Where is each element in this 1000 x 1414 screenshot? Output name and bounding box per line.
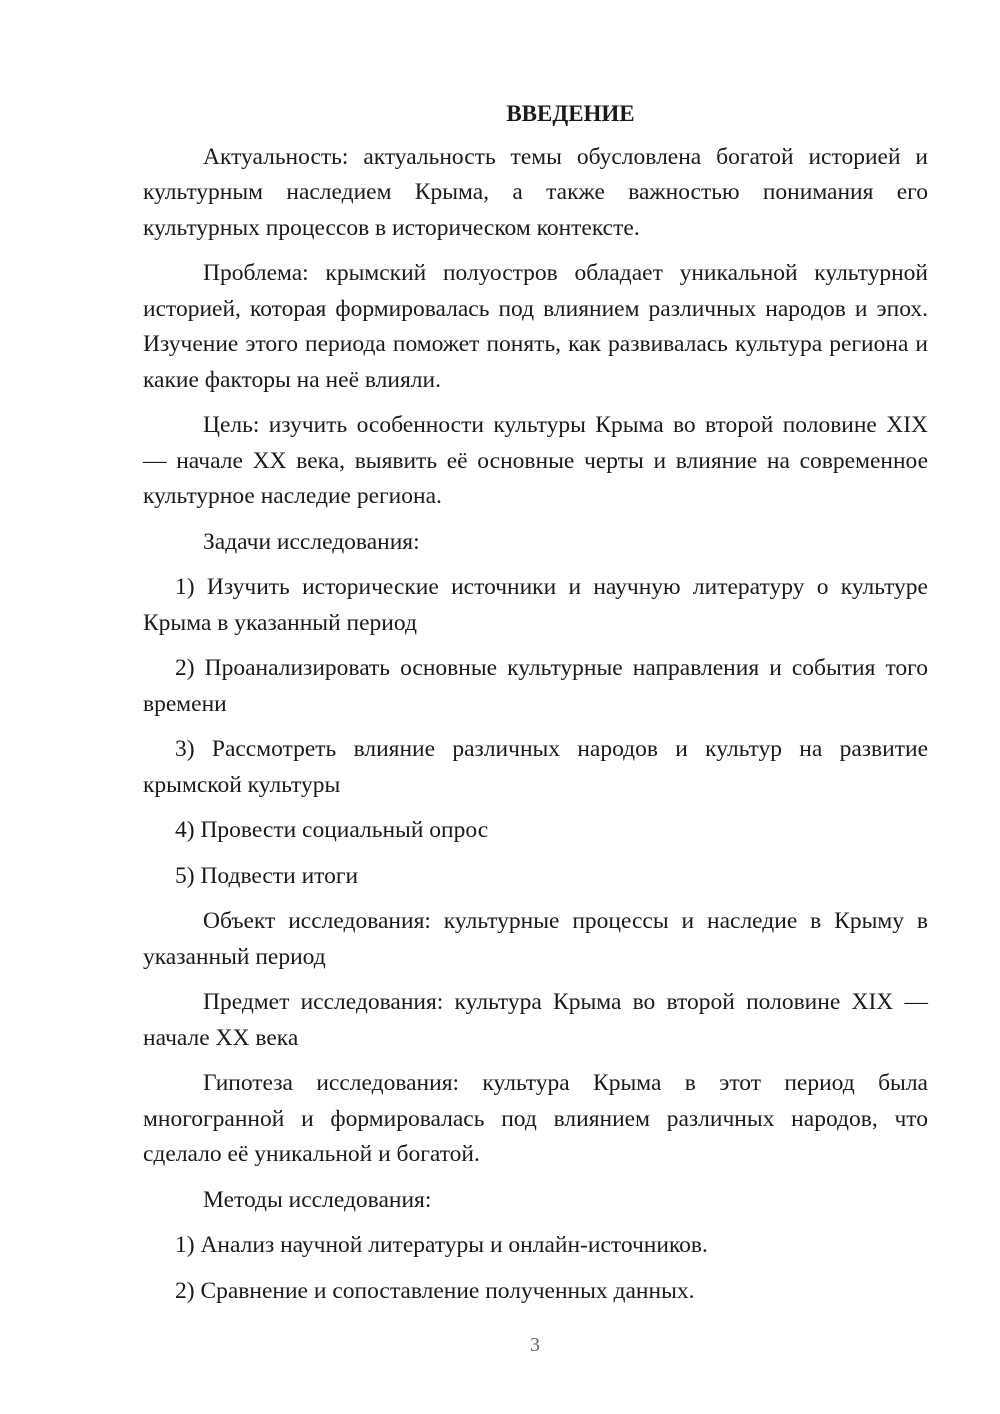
goal-paragraph: Цель: изучить особенности культуры Крыма во второй половине XIX — начале XX века, выявить её основные черты и влияние на современное культурное наследие региона. bbox=[143, 412, 928, 509]
task-item: 5) Подвести итоги bbox=[175, 862, 359, 889]
object-paragraph: Объект исследования: культурные процессы и наследие в Крыму в указанный период bbox=[143, 908, 928, 970]
method-item: 2) Сравнение и сопоставление полученных данных. bbox=[175, 1277, 695, 1304]
method-item: 1) Анализ научной литературы и онлайн-источников. bbox=[175, 1232, 708, 1258]
task-item: 1) Изучить исторические источники и научную литературу о культуре Крыма в указанный период bbox=[143, 574, 928, 636]
problem-paragraph: Проблема: крымский полуостров обладает уникальной культурной историей, которая формировалась под влиянием различных народов и эпох. Изучение этого периода поможет понять, как развивалась культура региона и какие факторы на неё влияли. bbox=[143, 260, 928, 393]
page-number: 3 bbox=[530, 1334, 540, 1356]
relevance-paragraph: Актуальность: актуальность темы обусловлена богатой историей и культурным наследием Крыма, а также важностью понимания его культурных процессов в историческом контексте. bbox=[143, 143, 928, 241]
section-title: ВВЕДЕНИЕ bbox=[506, 101, 635, 126]
task-item: 3) Рассмотреть влияние различных народов и культур на развитие крымской культуры bbox=[143, 736, 928, 798]
hypothesis-paragraph: Гипотеза исследования: культура Крыма в этот период была многогранной и формировалась под влиянием различных народов, что сделало её уникальной и богатой. bbox=[143, 1070, 928, 1167]
subject-paragraph: Предмет исследования: культура Крыма во второй половине XIX — начале XX века bbox=[143, 989, 928, 1051]
methods-heading: Методы исследования: bbox=[203, 1186, 432, 1213]
task-item: 4) Провести социальный опрос bbox=[175, 817, 489, 843]
tasks-heading: Задачи исследования: bbox=[203, 528, 420, 555]
task-item: 2) Проанализировать основные культурные направления и события того времени bbox=[143, 655, 928, 717]
document-page bbox=[143, 96, 928, 1319]
